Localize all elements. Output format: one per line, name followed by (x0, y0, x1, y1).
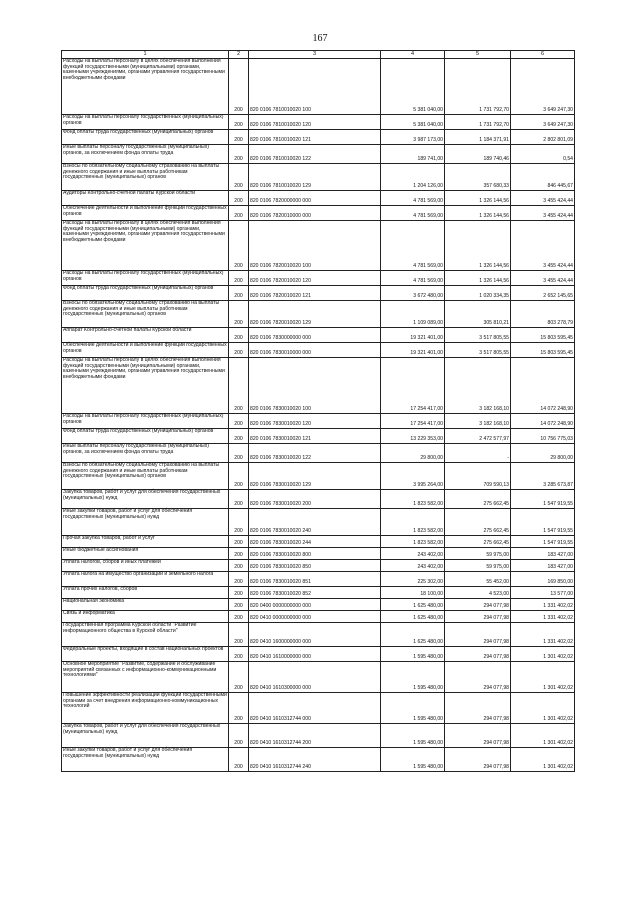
table-row (62, 221, 575, 271)
row-unexecuted-amount-cell: 1 301 402,02 (511, 662, 575, 693)
table-row (62, 463, 575, 490)
row-unexecuted-amount-cell: 2 652 145,65 (511, 286, 575, 301)
row-approved-amount-cell: 18 100,00 (381, 587, 445, 599)
row-classification-code-cell: 820 0106 7830010020 122 (249, 444, 381, 463)
row-classification-code-cell: 820 0106 7830010020 851 (249, 572, 381, 587)
row-name-cell: Связь и информатика (62, 611, 229, 623)
row-name-cell: Иные выплаты персоналу государственных (муниципальных) органов, за исключением фонда оплаты труда (62, 444, 229, 463)
row-admin-code-cell: 200 (229, 286, 249, 301)
table-row (62, 662, 575, 693)
row-name-cell: Иные бюджетные ассигнования (62, 548, 229, 560)
row-executed-amount-cell: 1 731 792,70 (445, 59, 511, 115)
row-unexecuted-amount-cell: 1 301 402,02 (511, 748, 575, 772)
row-classification-code-cell: 820 0106 7830010000 000 (249, 343, 381, 358)
row-executed-amount-cell: 59 975,00 (445, 548, 511, 560)
row-unexecuted-amount-cell: 1 301 402,02 (511, 724, 575, 748)
row-name-cell: Повышение эффективности реализации функций государственными органами за счет внедрения информационно-коммуникационных технологий (62, 693, 229, 724)
row-executed-amount-cell: 3 517 805,55 (445, 343, 511, 358)
row-executed-amount-cell: 305 810,21 (445, 301, 511, 328)
table-row (62, 429, 575, 444)
row-admin-code-cell: 200 (229, 587, 249, 599)
table-row (62, 693, 575, 724)
row-name-cell: Расходы на выплаты персоналу в целях обеспечения выполнения функций государственными (муниципальными) органами, казенными учреждениями, органами управления государственными внебюджетными фондами (62, 221, 229, 271)
row-approved-amount-cell: 1 109 089,00 (381, 301, 445, 328)
table-row (62, 599, 575, 611)
row-unexecuted-amount-cell: 1 547 919,55 (511, 509, 575, 536)
row-classification-code-cell: 820 0106 7830010020 129 (249, 463, 381, 490)
row-admin-code-cell: 200 (229, 130, 249, 145)
row-classification-code-cell: 820 0106 7810010020 120 (249, 115, 381, 130)
table-row (62, 623, 575, 647)
row-admin-code-cell: 200 (229, 572, 249, 587)
row-approved-amount-cell: 5 381 040,00 (381, 59, 445, 115)
row-admin-code-cell: 200 (229, 429, 249, 444)
row-approved-amount-cell: 1 204 126,00 (381, 164, 445, 191)
row-approved-amount-cell: 13 229 353,00 (381, 429, 445, 444)
row-admin-code-cell: 200 (229, 206, 249, 221)
row-admin-code-cell: 200 (229, 271, 249, 286)
row-name-cell: Национальная экономика (62, 599, 229, 611)
row-admin-code-cell: 200 (229, 301, 249, 328)
row-classification-code-cell: 820 0106 7820000000 000 (249, 191, 381, 206)
column-header: 6 (511, 51, 575, 59)
row-admin-code-cell: 200 (229, 623, 249, 647)
budget-execution-table (61, 50, 575, 772)
row-executed-amount-cell: 275 662,45 (445, 536, 511, 548)
row-approved-amount-cell: 1 595 480,00 (381, 662, 445, 693)
row-approved-amount-cell: 17 254 417,00 (381, 358, 445, 414)
row-classification-code-cell: 820 0106 7830010020 200 (249, 490, 381, 509)
row-classification-code-cell: 820 0410 1610000000 000 (249, 647, 381, 662)
row-admin-code-cell: 200 (229, 611, 249, 623)
row-approved-amount-cell: 1 625 480,00 (381, 599, 445, 611)
row-executed-amount-cell: 1 326 144,56 (445, 206, 511, 221)
row-classification-code-cell: 820 0106 7830010020 121 (249, 429, 381, 444)
row-unexecuted-amount-cell: 2 802 801,09 (511, 130, 575, 145)
row-approved-amount-cell: 1 823 582,00 (381, 536, 445, 548)
row-classification-code-cell: 820 0106 7830000000 000 (249, 328, 381, 343)
row-executed-amount-cell: 294 077,98 (445, 693, 511, 724)
table-row (62, 611, 575, 623)
row-classification-code-cell: 820 0410 1610300000 000 (249, 662, 381, 693)
row-name-cell: Уплата налогов, сборов и иных платежей (62, 560, 229, 572)
row-executed-amount-cell: 3 182 168,10 (445, 358, 511, 414)
row-executed-amount-cell: 1 184 371,91 (445, 130, 511, 145)
table-body (62, 59, 575, 772)
row-name-cell: Расходы на выплаты персоналу государственных (муниципальных) органов (62, 271, 229, 286)
row-executed-amount-cell: 1 731 792,70 (445, 115, 511, 130)
row-admin-code-cell: 200 (229, 548, 249, 560)
row-approved-amount-cell: 1 595 480,00 (381, 724, 445, 748)
table-row (62, 343, 575, 358)
table-row (62, 59, 575, 115)
row-classification-code-cell: 820 0106 7830010020 120 (249, 414, 381, 429)
row-executed-amount-cell: 4 523,00 (445, 587, 511, 599)
row-approved-amount-cell: 3 672 480,00 (381, 286, 445, 301)
row-admin-code-cell: 200 (229, 145, 249, 164)
row-admin-code-cell: 200 (229, 191, 249, 206)
row-name-cell: Фонд оплаты труда государственных (муниципальных) органов (62, 286, 229, 301)
row-classification-code-cell: 820 0106 7820010020 120 (249, 271, 381, 286)
row-executed-amount-cell: 709 590,13 (445, 463, 511, 490)
row-admin-code-cell: 200 (229, 59, 249, 115)
row-unexecuted-amount-cell: 3 455 424,44 (511, 221, 575, 271)
row-approved-amount-cell: 19 321 401,00 (381, 328, 445, 343)
row-approved-amount-cell: 3 995 264,00 (381, 463, 445, 490)
row-unexecuted-amount-cell: 3 455 424,44 (511, 206, 575, 221)
row-approved-amount-cell: 3 987 173,00 (381, 130, 445, 145)
row-approved-amount-cell: 1 823 582,00 (381, 490, 445, 509)
row-approved-amount-cell: 1 625 480,00 (381, 611, 445, 623)
row-unexecuted-amount-cell: 1 301 402,02 (511, 693, 575, 724)
row-unexecuted-amount-cell: 3 649 247,30 (511, 115, 575, 130)
table-row (62, 164, 575, 191)
row-approved-amount-cell: 1 823 582,00 (381, 509, 445, 536)
row-name-cell: Федеральные проекты, входящие в состав национальных проектов (62, 647, 229, 662)
row-unexecuted-amount-cell: 1 331 402,02 (511, 599, 575, 611)
table-row (62, 115, 575, 130)
row-unexecuted-amount-cell: 1 547 919,55 (511, 490, 575, 509)
row-classification-code-cell: 820 0106 7810010020 122 (249, 145, 381, 164)
table-row (62, 724, 575, 748)
row-unexecuted-amount-cell: 3 455 424,44 (511, 191, 575, 206)
row-approved-amount-cell: 17 254 417,00 (381, 414, 445, 429)
row-classification-code-cell: 820 0106 7830010020 850 (249, 560, 381, 572)
row-executed-amount-cell: 275 662,45 (445, 509, 511, 536)
row-admin-code-cell: 200 (229, 221, 249, 271)
row-name-cell: Иные закупки товаров, работ и услуг для обеспечения государственных (муниципальных) нужд (62, 509, 229, 536)
row-approved-amount-cell: 4 781 569,00 (381, 221, 445, 271)
row-approved-amount-cell: 29 800,00 (381, 444, 445, 463)
row-unexecuted-amount-cell: 846 445,67 (511, 164, 575, 191)
table-row (62, 548, 575, 560)
row-unexecuted-amount-cell: 13 577,00 (511, 587, 575, 599)
row-admin-code-cell: 200 (229, 509, 249, 536)
row-executed-amount-cell: 3 182 168,10 (445, 414, 511, 429)
row-approved-amount-cell: 189 741,00 (381, 145, 445, 164)
row-executed-amount-cell: 55 452,00 (445, 572, 511, 587)
row-name-cell: Аппарат Контрольно-счетной палаты Курской области (62, 328, 229, 343)
row-admin-code-cell: 200 (229, 647, 249, 662)
table-row (62, 509, 575, 536)
row-executed-amount-cell: 294 077,98 (445, 623, 511, 647)
row-unexecuted-amount-cell: 3 649 247,30 (511, 59, 575, 115)
row-classification-code-cell: 820 0106 7820010020 100 (249, 221, 381, 271)
column-header: 5 (445, 51, 511, 59)
row-executed-amount-cell: 189 740,46 (445, 145, 511, 164)
row-executed-amount-cell: 1 326 144,56 (445, 271, 511, 286)
table-row (62, 560, 575, 572)
row-name-cell: Расходы на выплаты персоналу в целях обеспечения выполнения функций государственными (муниципальными) органами, казенными учреждениями, органами управления государственными внебюджетными фондами (62, 59, 229, 115)
column-header: 1 (62, 51, 229, 59)
row-name-cell: Фонд оплаты труда государственных (муниципальных) органов (62, 130, 229, 145)
row-classification-code-cell: 820 0410 1600000000 000 (249, 623, 381, 647)
table-row (62, 587, 575, 599)
row-unexecuted-amount-cell: 14 072 248,90 (511, 358, 575, 414)
row-admin-code-cell: 200 (229, 444, 249, 463)
row-executed-amount-cell: 294 077,98 (445, 724, 511, 748)
table-row (62, 414, 575, 429)
row-classification-code-cell: 820 0106 7820010020 121 (249, 286, 381, 301)
table-row (62, 328, 575, 343)
row-unexecuted-amount-cell: 0,54 (511, 145, 575, 164)
row-name-cell: Прочая закупка товаров, работ и услуг (62, 536, 229, 548)
row-name-cell: Обеспечение деятельности и выполнение функций государственных органов (62, 206, 229, 221)
row-name-cell: Расходы на выплаты персоналу государственных (муниципальных) органов (62, 115, 229, 130)
row-name-cell: Аудиторы Контрольно-счетной палаты Курской области (62, 191, 229, 206)
row-unexecuted-amount-cell: 3 285 673,87 (511, 463, 575, 490)
row-classification-code-cell: 820 0106 7810010020 100 (249, 59, 381, 115)
row-name-cell: Закупка товаров, работ и услуг для обеспечения государственных (муниципальных) нужд (62, 490, 229, 509)
row-classification-code-cell: 820 0106 7830010020 800 (249, 548, 381, 560)
row-classification-code-cell: 820 0410 1610312744 240 (249, 748, 381, 772)
row-classification-code-cell: 820 0106 7830010020 240 (249, 509, 381, 536)
row-unexecuted-amount-cell: 3 455 424,44 (511, 271, 575, 286)
row-classification-code-cell: 820 0410 1610312744 000 (249, 693, 381, 724)
row-executed-amount-cell: 294 077,98 (445, 662, 511, 693)
row-unexecuted-amount-cell: 14 072 248,90 (511, 414, 575, 429)
table-row (62, 206, 575, 221)
table-row (62, 647, 575, 662)
row-approved-amount-cell: 4 781 569,00 (381, 271, 445, 286)
table-row (62, 358, 575, 414)
row-executed-amount-cell: 1 326 144,56 (445, 191, 511, 206)
table-row (62, 145, 575, 164)
column-header: 2 (229, 51, 249, 59)
row-admin-code-cell: 200 (229, 693, 249, 724)
row-name-cell: Уплата прочих налогов, сборов (62, 587, 229, 599)
row-name-cell: Расходы на выплаты персоналу в целях обеспечения выполнения функций государственными (муниципальными) органами, казенными учреждениями, органами управления государственными внебюджетными фондами (62, 358, 229, 414)
table-row (62, 444, 575, 463)
row-approved-amount-cell: 19 321 401,00 (381, 343, 445, 358)
table-row (62, 490, 575, 509)
row-name-cell: Фонд оплаты труда государственных (муниципальных) органов (62, 429, 229, 444)
row-unexecuted-amount-cell: 183 427,00 (511, 548, 575, 560)
row-unexecuted-amount-cell: 15 803 595,45 (511, 343, 575, 358)
row-name-cell: Уплата налога на имущество организаций и земельного налога (62, 572, 229, 587)
row-classification-code-cell: 820 0400 0000000000 000 (249, 599, 381, 611)
row-classification-code-cell: 820 0106 7820010000 000 (249, 206, 381, 221)
row-executed-amount-cell: 3 517 805,55 (445, 328, 511, 343)
row-name-cell: Взносы по обязательному социальному страхованию на выплаты денежного содержания и иные выплаты работникам государственных (муниципальных) органов (62, 463, 229, 490)
row-approved-amount-cell: 243 402,00 (381, 560, 445, 572)
row-unexecuted-amount-cell: 15 803 595,45 (511, 328, 575, 343)
row-approved-amount-cell: 225 302,00 (381, 572, 445, 587)
row-executed-amount-cell: 294 077,98 (445, 647, 511, 662)
row-name-cell: Государственная программа Курской области "Развитие информационного общества в Курской области" (62, 623, 229, 647)
page-number: 167 (312, 33, 328, 44)
row-admin-code-cell: 200 (229, 328, 249, 343)
row-name-cell: Взносы по обязательному социальному страхованию на выплаты денежного содержания и иные выплаты работникам государственных (муниципальных) органов (62, 301, 229, 328)
row-approved-amount-cell: 4 781 569,00 (381, 206, 445, 221)
row-executed-amount-cell: 1 020 334,35 (445, 286, 511, 301)
row-unexecuted-amount-cell: 29 800,00 (511, 444, 575, 463)
row-admin-code-cell: 200 (229, 115, 249, 130)
row-classification-code-cell: 820 0106 7830010020 100 (249, 358, 381, 414)
row-unexecuted-amount-cell: 803 278,79 (511, 301, 575, 328)
row-classification-code-cell: 820 0106 7830010020 852 (249, 587, 381, 599)
row-executed-amount-cell: 294 077,98 (445, 599, 511, 611)
row-unexecuted-amount-cell: 10 756 775,03 (511, 429, 575, 444)
row-classification-code-cell: 820 0410 1610312744 200 (249, 724, 381, 748)
row-approved-amount-cell: 243 402,00 (381, 548, 445, 560)
row-unexecuted-amount-cell: 1 301 402,02 (511, 647, 575, 662)
row-executed-amount-cell: 2 472 577,97 (445, 429, 511, 444)
table-row (62, 572, 575, 587)
row-unexecuted-amount-cell: 183 427,00 (511, 560, 575, 572)
table-row (62, 286, 575, 301)
row-unexecuted-amount-cell: 1 331 402,02 (511, 611, 575, 623)
row-unexecuted-amount-cell: 1 331 402,02 (511, 623, 575, 647)
row-admin-code-cell: 200 (229, 724, 249, 748)
row-name-cell: Основное мероприятие "Развитие, содержание и обслуживание мероприятий связанных с информационно-коммуникационными технологиями" (62, 662, 229, 693)
table-row (62, 271, 575, 286)
row-executed-amount-cell: - (445, 444, 511, 463)
column-header: 4 (381, 51, 445, 59)
row-admin-code-cell: 200 (229, 599, 249, 611)
row-name-cell: Расходы на выплаты персоналу государственных (муниципальных) органов (62, 414, 229, 429)
row-executed-amount-cell: 294 077,98 (445, 748, 511, 772)
row-admin-code-cell: 200 (229, 536, 249, 548)
table-row (62, 130, 575, 145)
column-header: 3 (249, 51, 381, 59)
row-executed-amount-cell: 1 326 144,56 (445, 221, 511, 271)
row-admin-code-cell: 200 (229, 343, 249, 358)
row-name-cell: Обеспечение деятельности и выполнение функций государственных органов (62, 343, 229, 358)
row-executed-amount-cell: 294 077,98 (445, 611, 511, 623)
row-admin-code-cell: 200 (229, 748, 249, 772)
row-executed-amount-cell: 357 680,33 (445, 164, 511, 191)
row-admin-code-cell: 200 (229, 560, 249, 572)
table-row (62, 301, 575, 328)
row-name-cell: Иные закупки товаров, работ и услуг для обеспечения государственных (муниципальных) нужд (62, 748, 229, 772)
row-approved-amount-cell: 1 595 480,00 (381, 647, 445, 662)
row-classification-code-cell: 820 0410 0000000000 000 (249, 611, 381, 623)
row-name-cell: Иные выплаты персоналу государственных (муниципальных) органов, за исключением фонда оплаты труда (62, 145, 229, 164)
row-classification-code-cell: 820 0106 7810010020 121 (249, 130, 381, 145)
row-admin-code-cell: 200 (229, 358, 249, 414)
row-unexecuted-amount-cell: 169 850,00 (511, 572, 575, 587)
row-classification-code-cell: 820 0106 7810010020 129 (249, 164, 381, 191)
table-row (62, 536, 575, 548)
row-executed-amount-cell: 59 975,00 (445, 560, 511, 572)
row-classification-code-cell: 820 0106 7820010020 129 (249, 301, 381, 328)
row-approved-amount-cell: 1 595 480,00 (381, 693, 445, 724)
row-approved-amount-cell: 5 381 040,00 (381, 115, 445, 130)
row-unexecuted-amount-cell: 1 547 919,55 (511, 536, 575, 548)
row-approved-amount-cell: 1 595 480,00 (381, 748, 445, 772)
row-classification-code-cell: 820 0106 7830010020 244 (249, 536, 381, 548)
row-approved-amount-cell: 1 625 480,00 (381, 623, 445, 647)
table-row (62, 191, 575, 206)
row-approved-amount-cell: 4 781 569,00 (381, 191, 445, 206)
row-admin-code-cell: 200 (229, 662, 249, 693)
row-admin-code-cell: 200 (229, 164, 249, 191)
row-admin-code-cell: 200 (229, 463, 249, 490)
row-name-cell: Закупка товаров, работ и услуг для обеспечения государственных (муниципальных) нужд (62, 724, 229, 748)
row-admin-code-cell: 200 (229, 414, 249, 429)
table-row (62, 748, 575, 772)
row-executed-amount-cell: 275 662,45 (445, 490, 511, 509)
row-name-cell: Взносы по обязательному социальному страхованию на выплаты денежного содержания и иные выплаты работникам государственных (муниципальных) органов (62, 164, 229, 191)
row-admin-code-cell: 200 (229, 490, 249, 509)
